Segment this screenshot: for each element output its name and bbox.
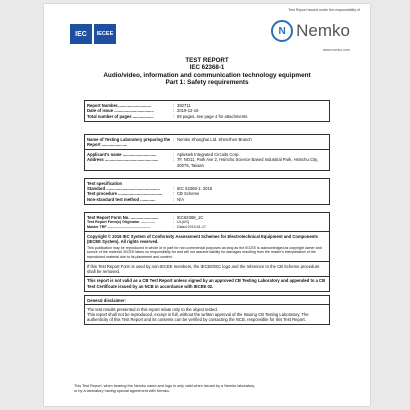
field-label: Standard .............................................. [87, 185, 160, 191]
field-label: Address .............................................. [87, 157, 159, 163]
field-label: Report Number............................. [87, 102, 151, 108]
disclaimer-paragraph-1: The test results presented in this report relate only to the object tested. [87, 306, 218, 312]
field-label: Master TRF ........................................... [87, 224, 151, 229]
field-value: 7F, NO11, Park Ave 2, Hsinchu Science Based Industrial Park, Hsinchu City, 30075, Taiwan [177, 157, 319, 168]
nemko-mark-icon: N [271, 20, 293, 42]
field-value: IEC 62368-1: 2018 [177, 185, 213, 191]
field-label: Test Report Form No. ........................ [87, 214, 159, 220]
field-value: IEC62368_1C [177, 214, 204, 220]
nemko-url: www.nemko.com [322, 48, 350, 52]
footer-line-2: or by a laboratory having special agreement with Nemko. [74, 388, 170, 393]
standard-row: Standard .............................................. : IEC 62368-1: 2018 [87, 186, 327, 192]
lab-info-box [84, 134, 330, 171]
test-spec-box [84, 178, 330, 205]
field-value: CB Scheme [177, 191, 200, 197]
field-label: Test procedure ...................................... [87, 191, 163, 197]
field-value: Nemko Shanghai Ltd. Shenzhen Branch [177, 136, 252, 142]
iec-logo: IEC [70, 24, 92, 44]
test-procedure-row: Test procedure ...................................... : CB Scheme [87, 191, 327, 197]
field-value: Aplustek Integrated Circuits Corp. [177, 151, 240, 157]
nemko-logo [271, 20, 350, 42]
title-line-2: IEC 62368-1 [189, 63, 225, 71]
master-trf-row: Master TRF ........................................... : Dated 2019-01-17 [87, 225, 327, 230]
title-line-1: TEST REPORT [185, 57, 229, 64]
report-title [84, 58, 330, 86]
validity-notice: This report is not valid as a CB Test Report unless signed by an approved CB Testing Laboratory and appended to a CB Test Certificate issued by an NCB in accordance with IECEE 02. [87, 278, 326, 289]
title-line-4: Part 1: Safety requirements [165, 79, 249, 87]
date-of-issue-row: Date of issue .................................. : 2019-12-16 [87, 108, 327, 114]
trf-originator-row: Test Report Form(s) Originator ............... : UL(US) [87, 220, 327, 225]
field-label: Test Report Form(s) Originator ............... [87, 220, 156, 225]
nemko-wordmark: Nemko [296, 21, 350, 40]
non-standard-method-row: Non-standard test method ............. : N/A [87, 197, 327, 203]
field-value: N/A [177, 196, 184, 202]
field-value: Dated 2019-01-17 [177, 224, 206, 229]
iecee-logo: IECEE [94, 24, 116, 44]
top-note: Test Report issued under the responsibility of [288, 8, 360, 12]
copyright-notice: Copyright © 2019 IEC System of Conformity Assessment Schemes for Electrotechnical Equipment and Components (IECEE System). All rights reserved. [87, 233, 318, 244]
title-line-3: Audio/video, information and communication technology equipment [103, 71, 311, 79]
address-row: Address .............................................. : 7F, NO11, Park Ave 2, Hsinchu Science Based Industrial Park, Hsinchu City, 30075, Taiwan [87, 157, 327, 168]
trf-number-row: Test Report Form No. ........................ : IEC62368_1C [87, 215, 327, 221]
footer-line-1: This Test Report, when bearing the Nemko name and logo is only valid when issued by a Nemko laboratory, [74, 384, 255, 388]
total-pages-row: Total number of pages .................. : 59 pages, see page 4 for attachments [87, 114, 327, 120]
copyright-small-print: This publication may be reproduced in whole or in part for non-commercial purposes as long as the IECEE is acknowledged as copyright owner and source of the material. IECEE takes no responsibility for and will not assume liability for damages resulting from the reader's interpretation of the reproduced material due to its placement and context. [87, 245, 322, 259]
test-spec-heading: Test specification [87, 180, 123, 186]
field-label: Applicant's name ............................. [87, 151, 157, 157]
field-label: Non-standard test method ............. [87, 196, 156, 202]
disclaimer-heading: General disclaimer: [87, 297, 126, 303]
non-iecee-notice: If this Test Report Form is used by non-IECEE members, the IECEE/IEC logo and the reference to the CB Scheme procedure shall be removed. [87, 263, 320, 274]
report-page [44, 4, 370, 406]
trf-box [84, 212, 330, 292]
field-value: 2019-12-16 [177, 108, 199, 114]
field-value: UL(US) [177, 220, 189, 225]
field-label: Total number of pages .................. [87, 113, 154, 119]
report-number-row: Report Number............................. : 382711 [87, 103, 327, 109]
report-info-box [84, 100, 330, 122]
disclaimer-paragraph-2: This report shall not be reproduced, except in full, without the written approval of the Issuing CB Testing Laboratory. The authenticity of this Test Report and its contents can be verified by contacting the NCB, responsible for this Test Report. [87, 311, 309, 323]
applicant-name-row: Applicant's name ............................. : Aplustek Integrated Circuits Corp. [87, 152, 327, 158]
field-value: 59 pages, see page 4 for attachments [177, 113, 248, 119]
field-label: Name of Testing Laboratory preparing the Report ...................... [87, 136, 171, 148]
field-label: Date of issue .................................. [87, 108, 154, 114]
disclaimer-box [84, 295, 330, 325]
iec-logos [70, 24, 116, 44]
field-value: 382711 [177, 102, 191, 108]
testing-lab-row: Name of Testing Laboratory preparing the Report ...................... : Nemko Shanghai Ltd. Shenzhen Branch [87, 137, 327, 148]
page-footer [74, 384, 344, 394]
